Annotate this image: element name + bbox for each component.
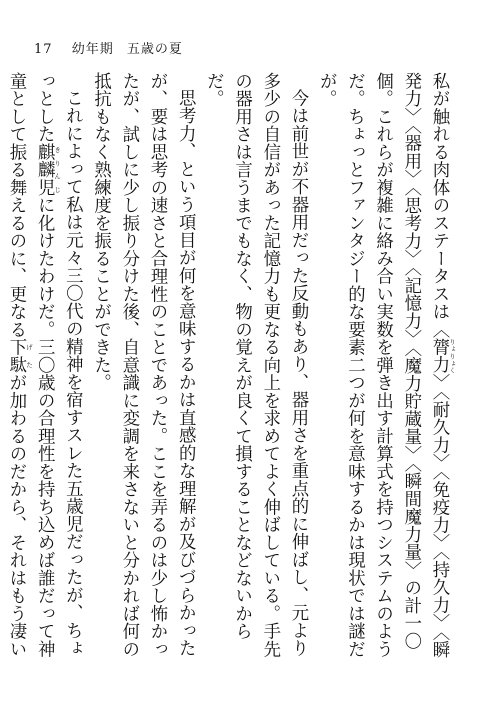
chapter-title: 幼年期 [71, 42, 114, 57]
ruby-reading: りょりょく [448, 338, 456, 374]
page-number: 17 [34, 42, 53, 57]
ruby-base: 下駄 [5, 338, 26, 374]
ruby-word [5, 338, 33, 374]
text-run: が加わるのだから、それはもう凄い [5, 373, 26, 658]
section-title: 五歳の夏 [126, 42, 183, 57]
ruby-word [34, 143, 62, 197]
ruby-base: 麒麟児 [34, 143, 55, 197]
text-run: に化けたわけだ。三〇歳の合理性を持ち込めば誰だって神童として振る舞えるのに、更なる [5, 72, 55, 658]
paragraph [0, 72, 86, 672]
vertical-body-text [5, 72, 456, 672]
ruby-base: 膂力 [429, 338, 449, 374]
paragraph [86, 72, 199, 672]
paragraph [312, 72, 456, 672]
running-header [34, 38, 183, 57]
ruby-word [429, 338, 456, 374]
text-run: これによって私は元々三〇代の精神を宿すスレた五歳児だったが、ちょっとした [34, 72, 83, 658]
ruby-reading: きりんじ [53, 143, 62, 197]
ruby-reading: げた [24, 338, 33, 374]
paragraph [199, 72, 312, 672]
text-run: 今は前世が不器用だった反動もあり、器用さを重点的に伸ばし、元より多少の自信があった記憶力も更なる向上を求めてよく伸ばしている。手先の器用さは言うまでもなく、物の覚えが良くて損することなどないからだ。 [203, 72, 308, 658]
text-run: 私が触れる肉体のステータスは〈 [429, 72, 449, 339]
text-run: 〉〈耐久力〉〈免疫力〉〈持久力〉〈瞬発力〉〈器用〉〈思考力〉〈記憶力〉〈魔力貯蔵量〉〈瞬間魔力量〉の計一〇個。これらが複雑に絡み合い実数を弾き出す計算式を持つシステムのようだ。ちょっとファンタジー的な要素二つが何を意味するかは現状では謎だが。 [316, 72, 449, 659]
text-run: 思考力、という項目が何を意味するかは直感的な理解が及びづらかったが、要は思考の速さと合理性のことであった。ここを弄るのは少し怖かったが、試しに少し振り分けた後、自意識に変調を来さないと分かれば何の抵抗もなく熟練度を振ることができた。 [90, 72, 196, 658]
